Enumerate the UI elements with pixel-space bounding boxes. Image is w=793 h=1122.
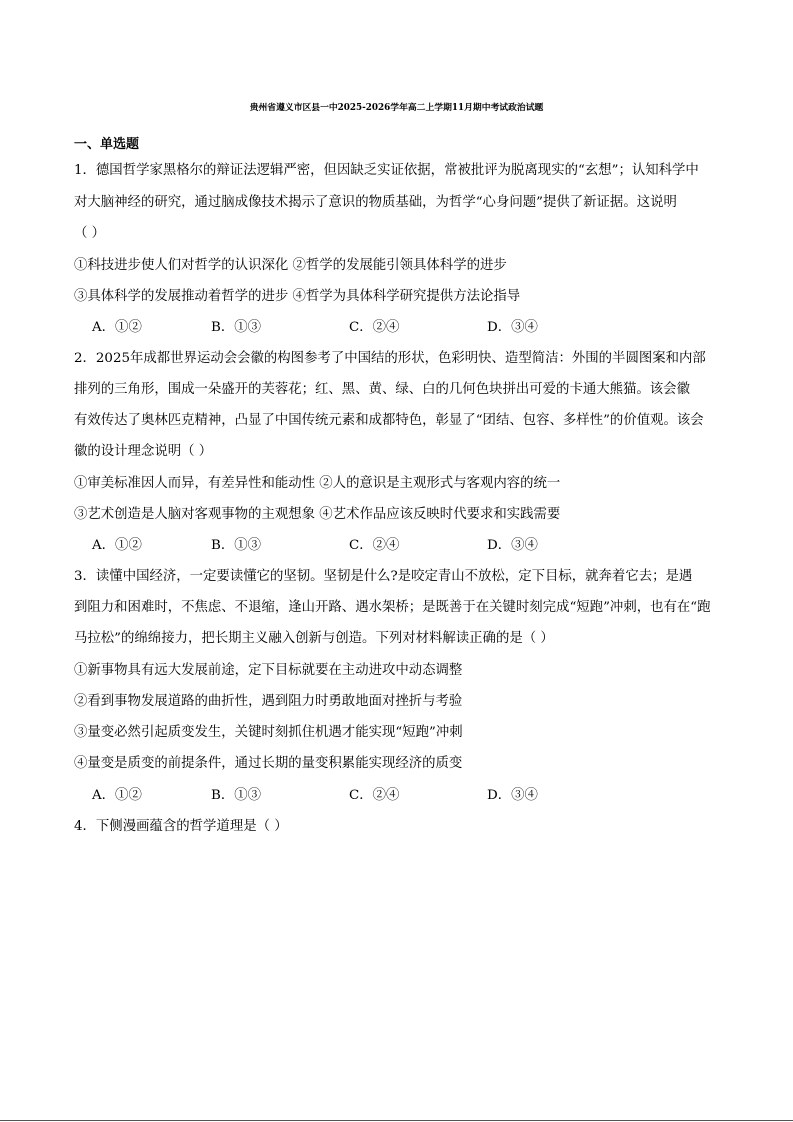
section-heading: 一、单选题 (74, 137, 140, 152)
question-1-line-1: 1．德国哲学家黑格尔的辩证法逻辑严密，但因缺乏实证依据，常被批评为脱离现实的“玄想”；认知科学中 (74, 163, 699, 178)
option-d[interactable]: D．③④ (487, 788, 538, 803)
question-3-line-1: 3．读懂中国经济，一定要读懂它的坚韧。坚韧是什么?是咬定青山不放松，定下目标，就奔着它去；是遇 (74, 569, 693, 584)
page-bottom-divider (0, 1120, 793, 1121)
question-3-statement-4: ④量变是质变的前提条件，通过长期的量变积累能实现经济的质变 (74, 756, 463, 771)
question-3-statement-2: ②看到事物发展道路的曲折性，遇到阻力时勇敢地面对挫折与考验 (74, 694, 463, 709)
option-b[interactable]: B．①③ (211, 320, 262, 335)
question-3-line-2: 到阻力和困难时，不焦虑、不退缩，逢山开路、遇水架桥；是既善于在关键时刻完成“短跑”冲刺，也有在“跑 (74, 600, 711, 615)
option-a[interactable]: A．①② (92, 788, 142, 803)
question-2-line-1: 2．2025年成都世界运动会会徽的构图参考了中国结的形状，色彩明快、造型简洁：外围的半圆图案和内部 (74, 351, 706, 366)
option-d[interactable]: D．③④ (487, 320, 538, 335)
option-a[interactable]: A．①② (92, 538, 142, 553)
question-2-line-3: 有效传达了奥林匹克精神，凸显了中国传统元素和成都特色，彰显了“团结、包容、多样性”的价值观。该会 (74, 413, 704, 428)
option-c[interactable]: C．②④ (349, 320, 400, 335)
option-c[interactable]: C．②④ (349, 538, 400, 553)
page-title: 贵州省遵义市区县一中2025-2026学年高二上学期11月期中考试政治试题 (249, 103, 544, 113)
question-1-line-2: 对大脑神经的研究，通过脑成像技术揭示了意识的物质基础，为哲学“心身问题”提供了新证据。这说明 (74, 195, 677, 210)
option-b[interactable]: B．①③ (211, 788, 262, 803)
question-4-line-1: 4．下侧漫画蕴含的哲学道理是（ ） (74, 819, 288, 834)
question-3-statement-3: ③量变必然引起质变发生，关键时刻抓住机遇才能实现“短跑”冲刺 (74, 725, 463, 740)
option-b[interactable]: B．①③ (211, 538, 262, 553)
question-2-statements-2: ③艺术创造是人脑对客观事物的主观想象 ④艺术作品应该反映时代要求和实践需要 (74, 507, 561, 522)
question-1-line-3: （ ） (74, 226, 106, 241)
question-2-line-4: 徽的设计理念说明（ ） (74, 444, 213, 459)
option-d[interactable]: D．③④ (487, 538, 538, 553)
question-3-line-3: 马拉松”的绵绵接力，把长期主义融入创新与创造。下列对材料解读正确的是（ ） (74, 631, 554, 646)
option-c[interactable]: C．②④ (349, 788, 400, 803)
question-3-statement-1: ①新事物具有远大发展前途，定下目标就要在主动进攻中动态调整 (74, 663, 463, 678)
question-1-statements-2: ③具体科学的发展推动着哲学的进步 ④哲学为具体科学研究提供方法论指导 (74, 289, 521, 304)
question-2-line-2: 排列的三角形，围成一朵盛开的芙蓉花；红、黑、黄、绿、白的几何色块拼出可爱的卡通大熊猫。该会徽 (74, 382, 690, 397)
option-a[interactable]: A．①② (92, 320, 142, 335)
question-2-statements-1: ①审美标准因人而异，有差异性和能动性 ②人的意识是主观形式与客观内容的统一 (74, 476, 561, 491)
question-1-statements-1: ①科技进步使人们对哲学的认识深化 ②哲学的发展能引领具体科学的进步 (74, 258, 507, 273)
